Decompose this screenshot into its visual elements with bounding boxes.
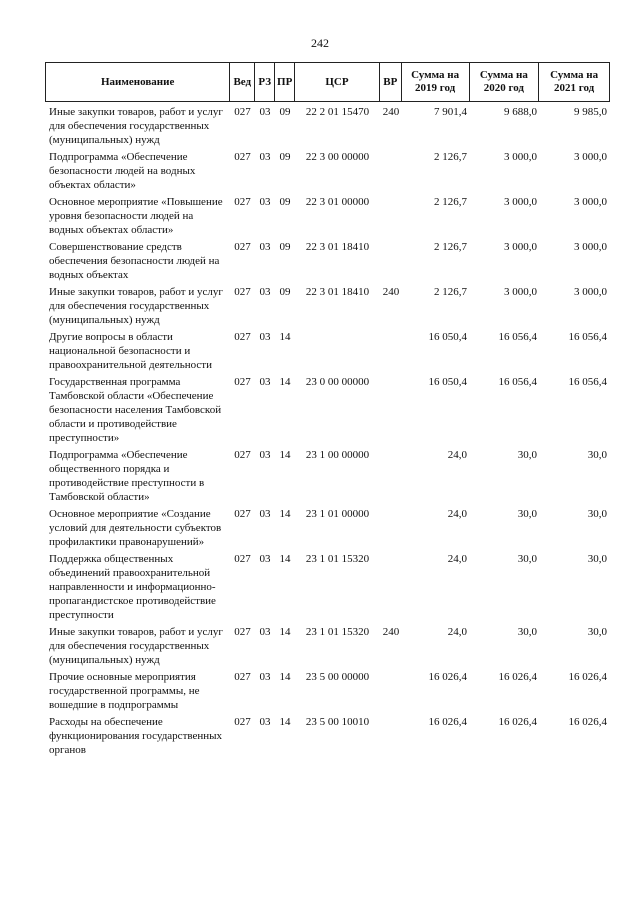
- cell-csr: 22 3 00 00000: [305, 151, 370, 163]
- table-row: [45, 150, 610, 192]
- cell-rz: 03: [259, 106, 271, 118]
- cell-pr: 14: [279, 626, 291, 638]
- cell-sum-2019: 16 026,4: [428, 716, 467, 728]
- cell-sum-2020: 16 056,4: [498, 376, 537, 388]
- cell-csr: 23 1 00 00000: [305, 449, 370, 461]
- cell-sum-2019: 2 126,7: [434, 286, 467, 298]
- cell-sum-2019: 24,0: [447, 553, 467, 565]
- cell-pr: 14: [279, 508, 291, 520]
- cell-ved: 027: [234, 508, 251, 520]
- table-row: [45, 552, 610, 622]
- cell-sum-2021: 16 026,4: [568, 671, 607, 683]
- cell-pr: 09: [279, 286, 291, 298]
- cell-csr: 23 5 00 10010: [305, 716, 370, 728]
- table-row: [45, 285, 610, 327]
- header-name: Наименование: [46, 63, 230, 101]
- cell-sum-2021: 3 000,0: [574, 286, 607, 298]
- cell-sum-2019: 16 026,4: [428, 671, 467, 683]
- table-row: [45, 448, 610, 504]
- cell-ved: 027: [234, 626, 251, 638]
- cell-sum-2019: 2 126,7: [434, 151, 467, 163]
- cell-name: Государственная программа Тамбовской области «Обеспечение безопасности населения Тамбовской области и противодействие преступности»: [49, 376, 222, 444]
- cell-csr: 22 3 01 18410: [305, 241, 370, 253]
- cell-ved: 027: [234, 196, 251, 208]
- cell-csr: 23 5 00 00000: [305, 671, 370, 683]
- table-row: [45, 625, 610, 667]
- cell-sum-2020: 9 688,0: [504, 106, 537, 118]
- cell-sum-2021: 16 056,4: [568, 376, 607, 388]
- cell-vr: [380, 330, 402, 372]
- header-sum-2019: Сумма на 2019 год: [402, 63, 470, 101]
- cell-sum-2021: 30,0: [587, 449, 607, 461]
- cell-vr: [380, 715, 402, 757]
- cell-pr: 14: [279, 671, 291, 683]
- cell-sum-2020: 30,0: [517, 449, 537, 461]
- cell-sum-2020: 30,0: [517, 508, 537, 520]
- cell-rz: 03: [259, 553, 271, 565]
- cell-vr: [380, 507, 402, 549]
- header-csr: ЦСР: [295, 63, 380, 101]
- table-body: [45, 102, 610, 757]
- cell-sum-2019: 16 050,4: [428, 376, 467, 388]
- cell-sum-2019: 2 126,7: [434, 241, 467, 253]
- header-pr: ПР: [275, 63, 295, 101]
- cell-vr: [380, 670, 402, 712]
- page-number: 242: [311, 36, 329, 50]
- cell-sum-2021: 16 056,4: [568, 331, 607, 343]
- cell-sum-2021: 9 985,0: [574, 106, 607, 118]
- table-row: [45, 195, 610, 237]
- cell-sum-2019: 24,0: [447, 449, 467, 461]
- cell-name: Основное мероприятие «Повышение уровня безопасности людей на водных объектах области»: [49, 196, 223, 236]
- cell-ved: 027: [234, 671, 251, 683]
- cell-name: Иные закупки товаров, работ и услуг для обеспечения государственных (муниципальных) нужд: [49, 626, 223, 666]
- cell-pr: 14: [279, 716, 291, 728]
- cell-ved: 027: [234, 553, 251, 565]
- table-row: [45, 507, 610, 549]
- cell-name: Прочие основные мероприятия государственной программы, не вошедшие в подпрограммы: [49, 671, 200, 711]
- table-row: [45, 670, 610, 712]
- cell-name: Иные закупки товаров, работ и услуг для обеспечения государственных (муниципальных) нужд: [49, 106, 223, 146]
- cell-pr: 14: [279, 449, 291, 461]
- cell-vr: [380, 150, 402, 192]
- cell-name: Совершенствование средств обеспечения безопасности людей на водных объектах: [49, 241, 220, 281]
- cell-vr: 240: [382, 106, 400, 118]
- cell-sum-2020: 30,0: [517, 553, 537, 565]
- cell-sum-2021: 3 000,0: [574, 241, 607, 253]
- cell-vr: [380, 240, 402, 282]
- cell-ved: 027: [234, 716, 251, 728]
- cell-vr: 240: [382, 626, 400, 638]
- header-sum-2021: Сумма на 2021 год: [550, 69, 599, 94]
- cell-csr: 23 1 01 00000: [305, 508, 370, 520]
- cell-sum-2020: 16 026,4: [498, 671, 537, 683]
- cell-vr: [380, 552, 402, 622]
- cell-pr: 09: [279, 196, 291, 208]
- header-vr: ВР: [380, 63, 402, 101]
- cell-vr: [380, 195, 402, 237]
- cell-sum-2020: 16 056,4: [498, 331, 537, 343]
- table-row: [45, 715, 610, 757]
- table-row: [45, 330, 610, 372]
- cell-csr: 23 1 01 15320: [305, 553, 370, 565]
- cell-name: Другие вопросы в области национальной безопасности и правоохранительной деятельности: [49, 331, 212, 371]
- table-row: [45, 240, 610, 282]
- cell-pr: 14: [279, 553, 291, 565]
- cell-csr: 23 0 00 00000: [305, 376, 370, 388]
- table-header: [45, 62, 610, 102]
- cell-ved: 027: [234, 331, 251, 343]
- cell-name: Иные закупки товаров, работ и услуг для обеспечения государственных (муниципальных) нужд: [49, 286, 223, 326]
- cell-name: Расходы на обеспечение функционирования государственных органов: [49, 716, 223, 756]
- cell-sum-2021: 30,0: [587, 508, 607, 520]
- cell-rz: 03: [259, 241, 271, 253]
- cell-rz: 03: [259, 331, 271, 343]
- cell-sum-2021: 30,0: [587, 626, 607, 638]
- cell-sum-2019: 24,0: [447, 626, 467, 638]
- cell-pr: 14: [279, 376, 291, 388]
- cell-pr: 09: [279, 151, 291, 163]
- cell-sum-2019: 16 050,4: [428, 331, 467, 343]
- table-row: [45, 375, 610, 445]
- cell-ved: 027: [234, 376, 251, 388]
- cell-name: Подпрограмма «Обеспечение безопасности людей на водных объектах области»: [49, 151, 196, 191]
- cell-sum-2020: 3 000,0: [504, 151, 537, 163]
- cell-name: Основное мероприятие «Создание условий для деятельности субъектов профилактики правонарушений»: [49, 508, 222, 548]
- cell-ved: 027: [234, 151, 251, 163]
- header-rz: РЗ: [255, 63, 275, 101]
- cell-pr: 09: [279, 241, 291, 253]
- cell-pr: 09: [279, 106, 291, 118]
- cell-rz: 03: [259, 376, 271, 388]
- cell-rz: 03: [259, 449, 271, 461]
- cell-ved: 027: [234, 449, 251, 461]
- cell-rz: 03: [259, 286, 271, 298]
- cell-ved: 027: [234, 106, 251, 118]
- cell-rz: 03: [259, 671, 271, 683]
- cell-sum-2021: 30,0: [587, 553, 607, 565]
- cell-sum-2021: 3 000,0: [574, 151, 607, 163]
- cell-sum-2021: 3 000,0: [574, 196, 607, 208]
- cell-sum-2020: 16 026,4: [498, 716, 537, 728]
- cell-sum-2021: 16 026,4: [568, 716, 607, 728]
- cell-sum-2020: 3 000,0: [504, 196, 537, 208]
- cell-vr: [380, 448, 402, 504]
- cell-name: Подпрограмма «Обеспечение общественного порядка и противодействие преступности в Тамбовской области»: [49, 449, 205, 503]
- cell-pr: 14: [279, 331, 291, 343]
- cell-csr: 22 3 01 00000: [305, 196, 370, 208]
- cell-rz: 03: [259, 508, 271, 520]
- header-ved: Вед: [230, 63, 255, 101]
- cell-sum-2019: 24,0: [447, 508, 467, 520]
- cell-csr: 22 3 01 18410: [305, 286, 370, 298]
- cell-sum-2019: 2 126,7: [434, 196, 467, 208]
- cell-sum-2020: 3 000,0: [504, 241, 537, 253]
- cell-rz: 03: [259, 716, 271, 728]
- cell-csr: 22 2 01 15470: [305, 106, 370, 118]
- cell-ved: 027: [234, 241, 251, 253]
- cell-vr: [380, 375, 402, 445]
- cell-sum-2019: 7 901,4: [434, 106, 467, 118]
- cell-vr: 240: [382, 286, 400, 298]
- cell-sum-2020: 3 000,0: [504, 286, 537, 298]
- cell-rz: 03: [259, 626, 271, 638]
- cell-rz: 03: [259, 196, 271, 208]
- header-sum-2020: Сумма на 2020 год: [470, 63, 540, 101]
- cell-csr: 23 1 01 15320: [305, 626, 370, 638]
- cell-ved: 027: [234, 286, 251, 298]
- cell-name: Поддержка общественных объединений правоохранительной направленности и информационно-пропагандистское противодействие преступности: [49, 553, 216, 621]
- cell-rz: 03: [259, 151, 271, 163]
- cell-csr: [295, 330, 380, 372]
- cell-sum-2020: 30,0: [517, 626, 537, 638]
- table-row: [45, 105, 610, 147]
